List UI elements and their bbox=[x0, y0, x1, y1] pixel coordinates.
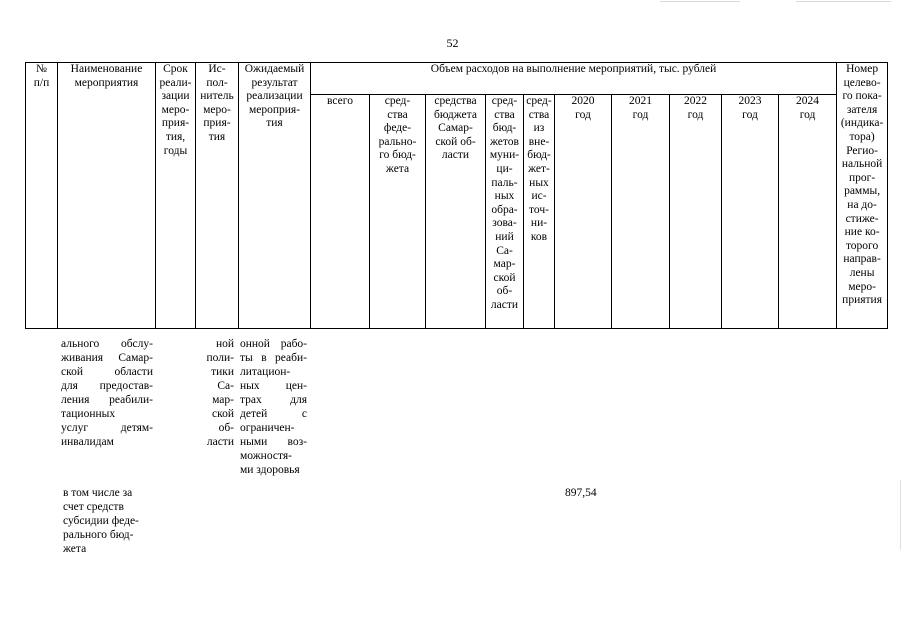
sub-federal-header: сред- ства феде- рально- го бюд- жета bbox=[370, 95, 426, 329]
year-2021-header: 2021 год bbox=[612, 95, 670, 329]
page-number: 52 bbox=[446, 36, 459, 50]
col-term-header: Срок реали- зации меро- прия- тия, годы bbox=[156, 63, 196, 329]
scan-mark-top-1 bbox=[660, 1, 740, 2]
row2-name-cell: в том числе за счет средств субсидии феде- рального бюд- жета bbox=[63, 487, 139, 555]
sub-municipal-header: сред- ства бюд- жетов муни- ци- паль- ных обра- зова- ний Са- мар- ской об- ласти bbox=[486, 95, 524, 329]
year-2022-header: 2022 год bbox=[670, 95, 722, 329]
col-expenses-header: Объем расходов на выполнение мероприятий, тыс. рублей bbox=[311, 63, 837, 95]
row1-name-cell: ального обслу- живания Самар- ской области для предостав- ления реабили- тационных услуг детям- инвалидам bbox=[61, 338, 153, 448]
year-2020-header: 2020 год bbox=[555, 95, 612, 329]
col-result-header: Ожидаемый результат реализации мероприя- тия bbox=[239, 63, 311, 329]
expenses-table-header bbox=[25, 62, 888, 329]
scan-mark-top-2 bbox=[796, 1, 891, 2]
sub-extrabudget-header: сред- ства из вне- бюд- жет- ных ис- точ- ни- ков bbox=[524, 95, 555, 329]
col-indicator-header: Номер целево- го пока- зателя (индика- тора) Регио- нальной прог- раммы, на до- стиже- ние ко- торого направ- лены меро- приятия bbox=[837, 63, 888, 329]
row1-result-cell: онной рабо- ты в реаби- литацион- ных цен- трах для детей с ограничен- ными воз- можностя- ми здоровья bbox=[240, 338, 307, 476]
scan-mark-right bbox=[900, 480, 901, 550]
col-number-header: № п/п bbox=[26, 63, 58, 329]
year-2023-header: 2023 год bbox=[722, 95, 779, 329]
sub-regional-header: средства бюджета Самар- ской об- ласти bbox=[426, 95, 486, 329]
year-2024-header: 2024 год bbox=[779, 95, 837, 329]
row2-value-2020: 897,54 bbox=[565, 487, 597, 499]
col-executor-header: Ис- пол- нитель меро- прия- тия bbox=[196, 63, 239, 329]
sub-total-header: всего bbox=[311, 95, 370, 329]
row1-executor-cell: ной поли- тики Са- мар- ской об- ласти bbox=[206, 338, 234, 448]
col-name-header: Наименование мероприятия bbox=[58, 63, 156, 329]
